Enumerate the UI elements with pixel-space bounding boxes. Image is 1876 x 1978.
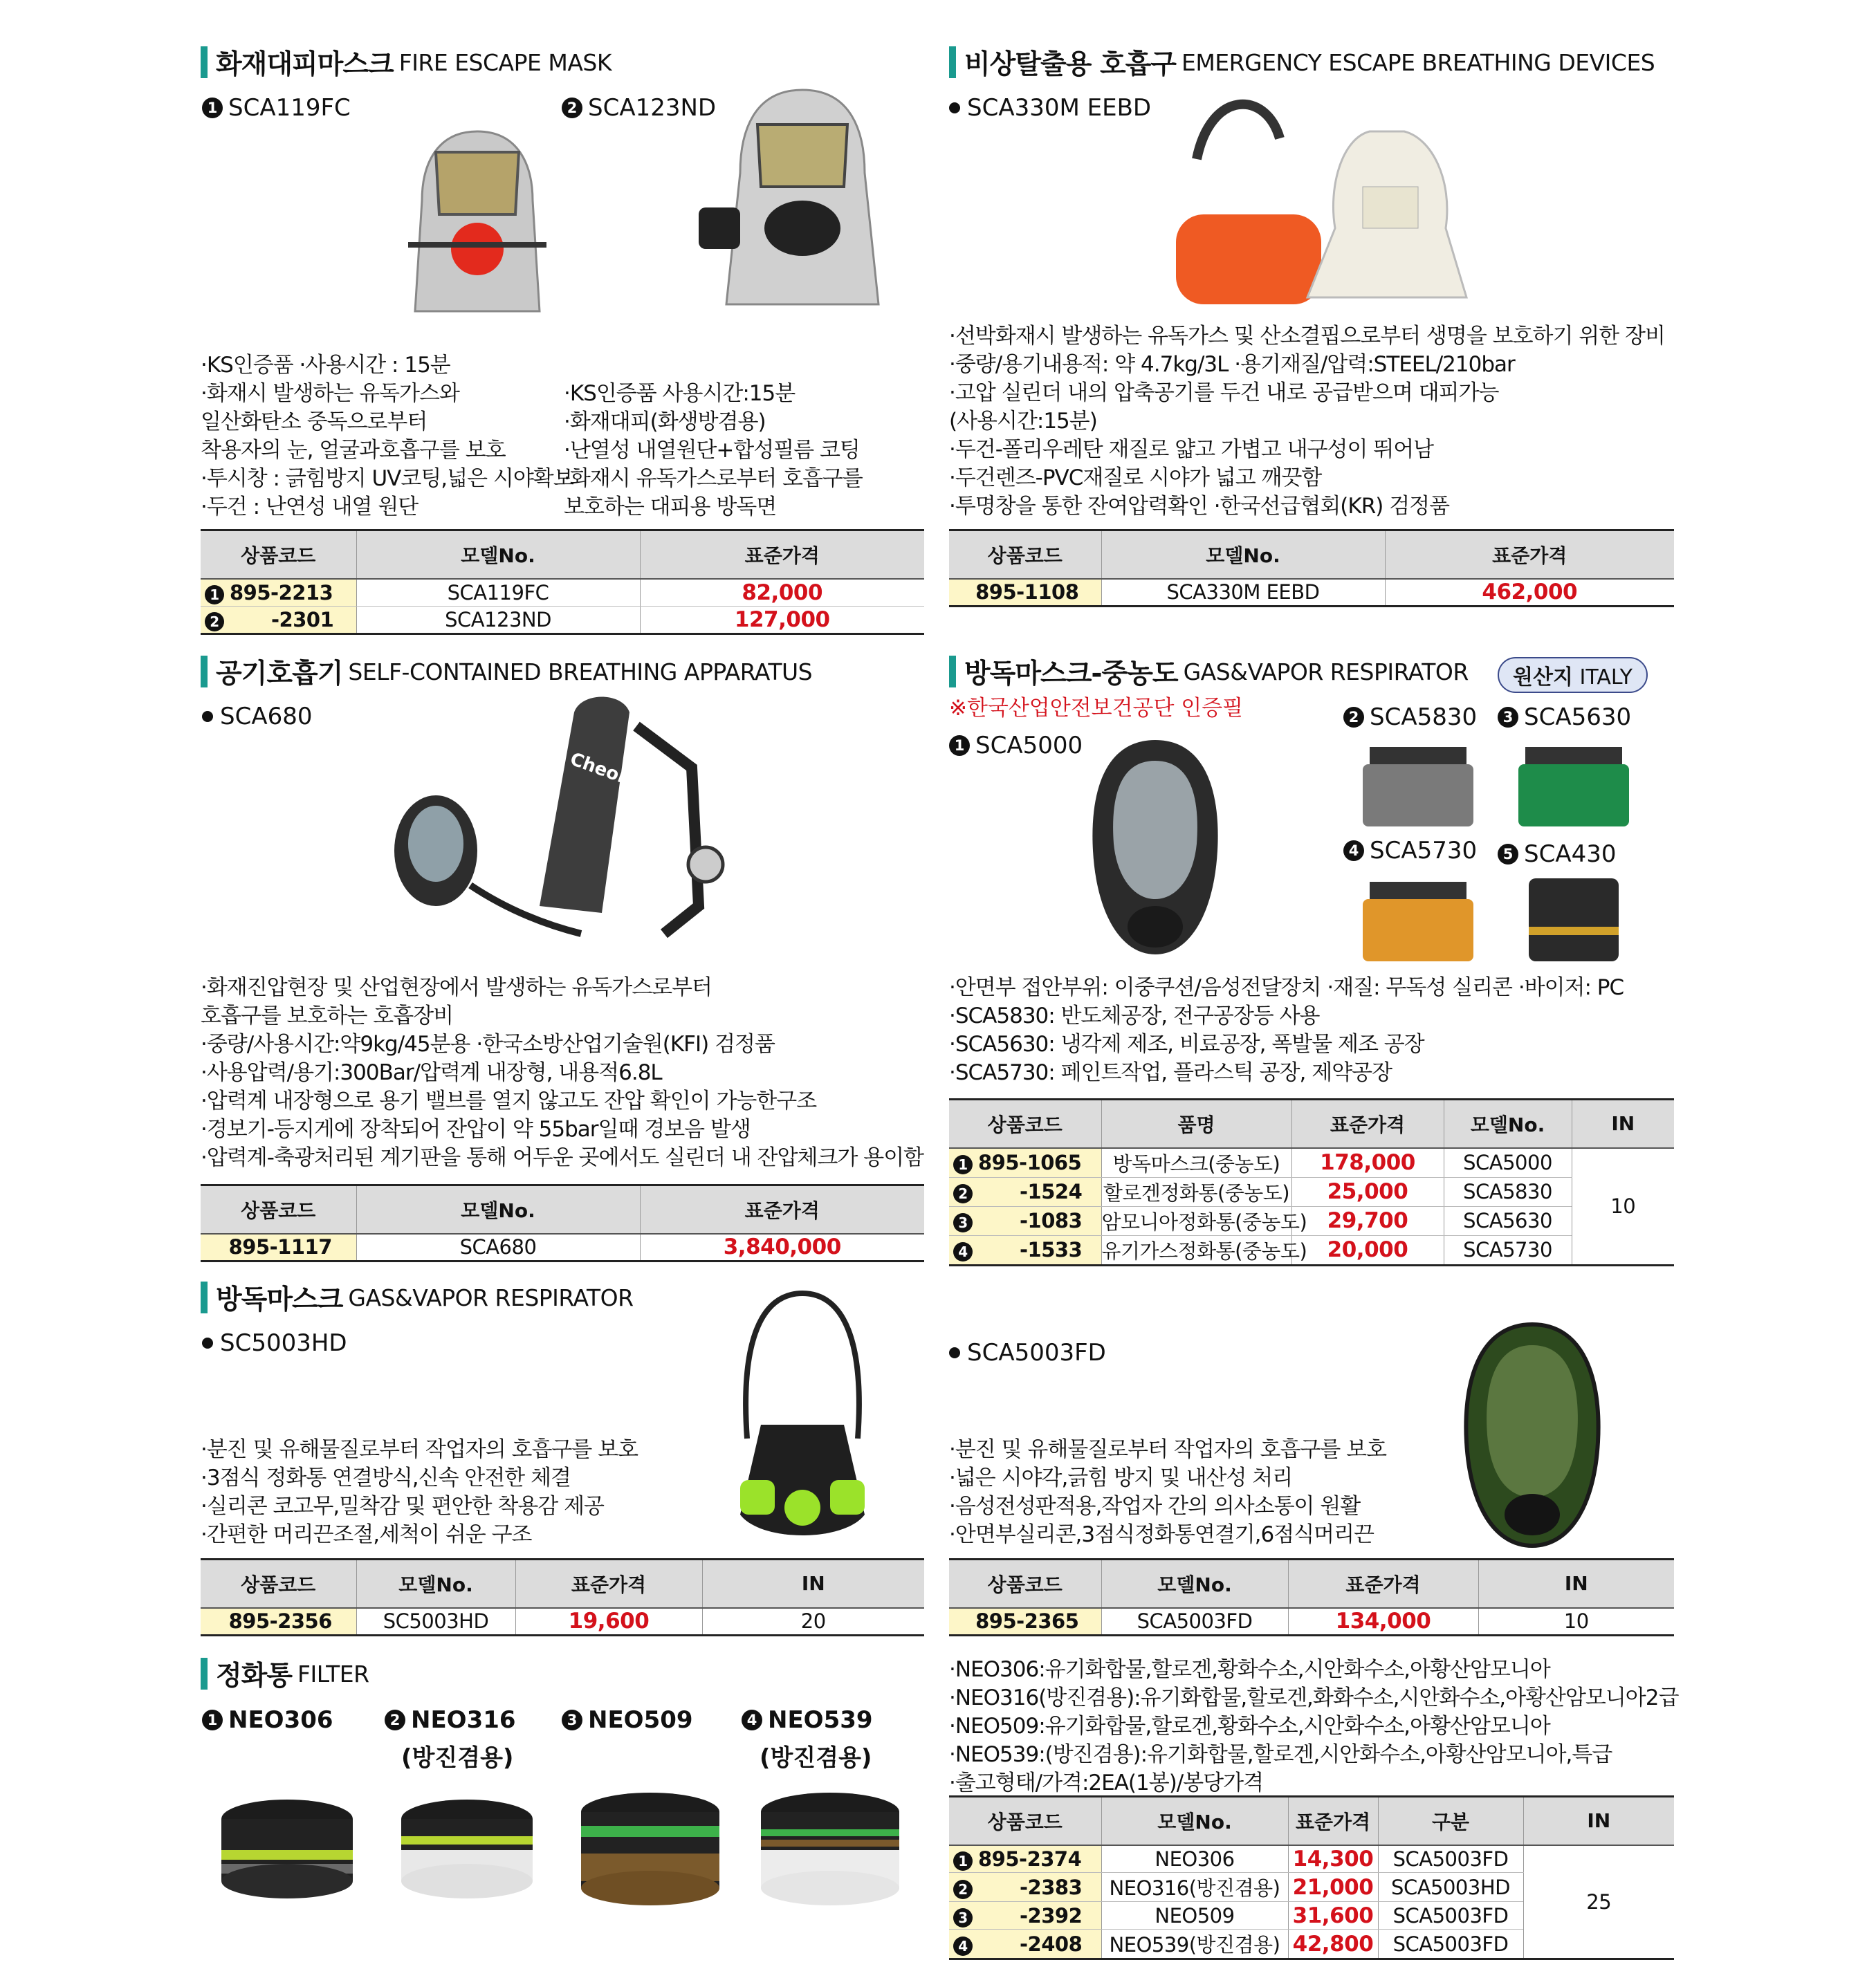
text-label: 462,000 xyxy=(1385,579,1674,607)
text-label: ·사용압력/용기:300Bar/압력계 내장형, 내용적6.8L xyxy=(201,1060,662,1085)
text-label: NEO316 xyxy=(411,1706,516,1734)
accent-bar xyxy=(949,656,956,687)
text-label: 상품코드 xyxy=(949,1560,1101,1608)
text-label: 10 xyxy=(1478,1608,1674,1636)
filter-cartridge-image xyxy=(1356,740,1480,830)
text-label: (사용시간:15분) xyxy=(949,409,1097,434)
text-label: 상품코드 xyxy=(949,530,1101,579)
text-label: NEO509 xyxy=(588,1706,693,1734)
text-label: 21,000 xyxy=(1288,1873,1378,1902)
model-label xyxy=(949,732,1083,759)
price-table-filter xyxy=(949,1795,1674,1960)
full-mask-desc xyxy=(949,1436,1386,1549)
price-table-scba xyxy=(201,1184,924,1262)
text-label: ITALY xyxy=(1579,665,1633,690)
text-label: 895-2213 xyxy=(230,580,333,604)
text-label: ·두건-폴리우레탄 재질로 얇고 가볍고 내구성이 뛰어남 xyxy=(949,437,1434,462)
model-label xyxy=(1498,840,1616,868)
text-label: 모델No. xyxy=(1101,530,1385,579)
text-label: 상품코드 xyxy=(949,1100,1101,1148)
fire-mask-desc-right xyxy=(564,380,863,521)
text-label: SCA5003FD xyxy=(1378,1845,1523,1873)
eebd-desc xyxy=(949,322,1665,521)
text-label: 구분 xyxy=(1378,1797,1523,1845)
text-label: ·난열성 내열원단+합성필름 코팅 xyxy=(564,438,860,463)
text-label: EMERGENCY ESCAPE BREATHING DEVICES xyxy=(1181,48,1655,76)
text-label: 일산화탄소 중독으로부터 xyxy=(201,409,427,434)
text-label: 상품코드 xyxy=(201,1185,356,1234)
text-label: 원산지 xyxy=(1513,665,1573,690)
text-label: SCA330M EEBD xyxy=(967,94,1152,122)
text-label: 표준가격 xyxy=(1291,1100,1444,1148)
text-label: 14,300 xyxy=(1288,1845,1378,1873)
text-label: 4 xyxy=(1343,840,1364,861)
table-row xyxy=(949,1235,1674,1265)
model-label xyxy=(1343,837,1477,865)
text-label: 상품코드 xyxy=(201,1560,356,1608)
text-label: ·NEO539:(방진겸용):유기화합물,할로겐,시안화수소,아황산암모니아,특급 xyxy=(949,1742,1612,1767)
text-label: ·중량/용기내용적: 약 4.7kg/3L ·용기재질/압력:STEEL/210bar xyxy=(949,352,1515,377)
text-label: SCA5830 xyxy=(1370,703,1478,731)
text-label: SCA430 xyxy=(1524,840,1617,868)
text-label: 1 xyxy=(949,735,970,756)
text-label: 895-1108 xyxy=(949,579,1101,607)
fire-mask-desc-left xyxy=(201,351,573,521)
text-label: 상품코드 xyxy=(949,1797,1101,1845)
table-row xyxy=(949,1177,1674,1206)
text-label: SELF-CONTAINED BREATHING APPARATUS xyxy=(348,658,813,685)
text-label: ·투명창을 통한 잔여압력확인 ·한국선급협회(KR) 검정품 xyxy=(949,494,1450,519)
table-row xyxy=(949,579,1674,607)
text-label: SCA123ND xyxy=(356,607,640,634)
table-row xyxy=(201,1608,924,1636)
text-label: 4 xyxy=(742,1710,762,1730)
text-label: 3,840,000 xyxy=(640,1234,924,1261)
text-label: 29,700 xyxy=(1291,1206,1444,1235)
text-label: 모델No. xyxy=(356,530,640,579)
text-label: ·NEO306:유기화합물,할로겐,황화수소,시안화수소,아황산암모니아 xyxy=(949,1657,1550,1682)
accent-bar xyxy=(201,46,208,78)
text-label: -1524 xyxy=(1020,1180,1083,1203)
text-label: ·고압 실린더 내의 압축공기를 두건 내로 공급받으며 대피가능 xyxy=(949,380,1499,405)
text-label: 5 xyxy=(1498,844,1518,865)
text-label: SC5003HD xyxy=(220,1329,347,1357)
text-label: 모델No. xyxy=(356,1185,640,1234)
text-label: ·SCA5830: 반도체공장, 전구공장등 사용 xyxy=(949,1004,1320,1028)
text-label: -2383 xyxy=(1020,1875,1083,1899)
text-label: 암모니아정화통(중농도) xyxy=(1101,1206,1291,1235)
full-mask-green-image xyxy=(1453,1318,1612,1553)
table-row xyxy=(949,1206,1674,1235)
section-header-eebd xyxy=(949,44,1655,80)
text-label: SCA119FC xyxy=(228,94,351,122)
text-label: ·선박화재시 발생하는 유독가스 및 산소결핍으로부터 생명을 보호하기 위한 장비 xyxy=(949,324,1665,349)
model-sub-label: (방진겸용) xyxy=(760,1744,872,1772)
text-label: IN xyxy=(1572,1100,1674,1148)
text-label: 정화통 xyxy=(216,1661,293,1692)
text-label: 상품코드 xyxy=(201,530,356,579)
half-mask-image xyxy=(719,1286,885,1549)
text-label: ·실리콘 코고무,밀착감 및 편안한 착용감 제공 xyxy=(201,1494,605,1519)
table-row xyxy=(201,607,924,634)
accent-bar xyxy=(201,1658,208,1690)
filter-desc xyxy=(949,1656,1678,1797)
text-label: 25 xyxy=(1523,1845,1674,1959)
text-label: 127,000 xyxy=(640,607,924,634)
text-label: -2408 xyxy=(1020,1932,1083,1956)
text-label: 31,600 xyxy=(1288,1902,1378,1930)
model-label xyxy=(742,1706,873,1734)
text-label: 표준가격 xyxy=(1288,1797,1378,1845)
text-label: 방독마스크(중농도) xyxy=(1101,1148,1291,1178)
fire-mask-hood-image xyxy=(699,83,899,318)
filter-neo316-image xyxy=(398,1798,536,1902)
price-table-eebd xyxy=(949,529,1674,607)
text-label: GAS&VAPOR RESPIRATOR xyxy=(348,1284,634,1311)
text-label: ·중량/사용시간:약9kg/45분용 ·한국소방산업기술원(KFI) 검정품 xyxy=(201,1032,775,1057)
text-label: GAS&VAPOR RESPIRATOR xyxy=(1183,658,1469,685)
filter-neo306-image xyxy=(218,1798,356,1902)
text-label: ·두건렌즈-PVC재질로 시야가 넓고 깨끗함 xyxy=(949,465,1322,490)
section-header-fire-mask xyxy=(201,44,611,80)
section-header-gas-mask xyxy=(201,1279,634,1315)
text-label: 4 xyxy=(953,1242,973,1261)
text-label: 10 xyxy=(1572,1148,1674,1266)
accent-bar xyxy=(201,656,208,687)
text-label: 1 xyxy=(202,1710,223,1730)
text-label: ·NEO509:유기화합물,할로겐,황화수소,시안화수소,아황산암모니아 xyxy=(949,1714,1550,1739)
text-label: ·투시창 : 긁힘방지 UV코팅,넓은 시야확보 xyxy=(201,466,573,491)
text-label: 표준가격 xyxy=(640,1185,924,1234)
text-label: 134,000 xyxy=(1288,1608,1478,1636)
table-row xyxy=(949,1608,1674,1636)
text-label: ·간편한 머리끈조절,세척이 쉬운 구조 xyxy=(201,1522,532,1547)
text-label: ·안면부실리콘,3점식정화통연결기,6점식머리끈 xyxy=(949,1522,1374,1547)
text-label: ·KS인증품 사용시간:15분 xyxy=(564,381,796,406)
text-label: SCA119FC xyxy=(356,579,640,607)
model-label xyxy=(949,94,1151,122)
table-row xyxy=(949,1845,1674,1873)
text-label: ·NEO316(방진겸용):유기화합물,할로겐,화화수소,시안화수소,아황산암모니아2급 xyxy=(949,1685,1679,1710)
model-label xyxy=(385,1706,516,1734)
text-label: SCA5003FD xyxy=(967,1339,1106,1367)
text-label: NEO539(방진겸용) xyxy=(1101,1930,1288,1959)
section-title-ko: 화재대피마스크 xyxy=(216,49,394,80)
text-label: 호흡구를 보호하는 호흡장비 xyxy=(201,1004,454,1028)
text-label: 3 xyxy=(953,1213,973,1232)
text-label: SCA5003FD xyxy=(1101,1608,1288,1636)
text-label: IN xyxy=(1523,1797,1674,1845)
text-label: ·안면부 접안부위: 이중쿠션/음성전달장치 ·재질: 무독성 실리콘 ·바이저: PC xyxy=(949,975,1624,1000)
text-label: ·화재시 유독가스로부터 호흡구를 xyxy=(564,466,863,491)
text-label: SCA5000 xyxy=(975,732,1083,759)
text-label: 품명 xyxy=(1101,1100,1291,1148)
model-label xyxy=(202,1329,347,1357)
text-label: SCA5830 xyxy=(1444,1177,1572,1206)
model-label xyxy=(1343,703,1477,731)
accent-bar xyxy=(949,46,956,78)
text-label: IN xyxy=(1478,1560,1674,1608)
text-label: 1 xyxy=(953,1155,973,1174)
model-label xyxy=(562,94,716,122)
text-label: ·SCA5630: 냉각제 제조, 비료공장, 폭발물 제조 공장 xyxy=(949,1032,1424,1057)
model-label xyxy=(202,1706,333,1734)
text-label: 할로겐정화통(중농도) xyxy=(1101,1177,1291,1206)
text-label: 895-1117 xyxy=(201,1234,356,1261)
price-table-gas-mask xyxy=(201,1558,924,1636)
text-label: 2 xyxy=(562,98,582,118)
section-header-filter xyxy=(201,1656,369,1692)
text-label: -1533 xyxy=(1020,1238,1083,1261)
text-label: SCA5000 xyxy=(1444,1148,1572,1178)
text-label: 20 xyxy=(702,1608,924,1636)
filter-neo539-image xyxy=(757,1791,903,1909)
accent-bar xyxy=(201,1282,208,1313)
model-label xyxy=(202,703,312,730)
text-label: SCA5630 xyxy=(1524,703,1632,731)
table-row xyxy=(201,1234,924,1261)
section-header-gas-mask-mid xyxy=(949,654,1469,690)
text-label: SCA5730 xyxy=(1444,1235,1572,1265)
full-face-mask-image xyxy=(1079,733,1231,961)
text-label: 3 xyxy=(953,1908,973,1928)
model-sub-label: (방진겸용) xyxy=(401,1744,514,1772)
text-label: NEO316(방진겸용) xyxy=(1101,1873,1288,1902)
bullet-icon xyxy=(202,1338,213,1349)
filter-cartridge-image xyxy=(1356,875,1480,965)
text-label: SCA5003FD xyxy=(1378,1930,1523,1959)
eebd-bag-image xyxy=(1169,76,1480,311)
text-label: 895-2374 xyxy=(978,1847,1082,1871)
text-label: 42,800 xyxy=(1288,1930,1378,1959)
text-label: IN xyxy=(702,1560,924,1608)
text-label: 82,000 xyxy=(640,579,924,607)
text-label: SCA5630 xyxy=(1444,1206,1572,1235)
text-label: SC5003HD xyxy=(356,1608,515,1636)
text-label: 4 xyxy=(953,1937,973,1956)
text-label: SCA5730 xyxy=(1370,837,1478,865)
text-label: 2 xyxy=(1343,707,1364,728)
text-label: 표준가격 xyxy=(640,530,924,579)
text-label: 20,000 xyxy=(1291,1235,1444,1265)
text-label: 2 xyxy=(205,612,224,631)
text-label: 895-2365 xyxy=(949,1608,1101,1636)
text-label: SCA680 xyxy=(356,1234,640,1261)
text-label: 표준가격 xyxy=(1288,1560,1478,1608)
text-label: ·출고형태/가격:2EA(1봉)/봉당가격 xyxy=(949,1771,1264,1795)
text-label: ·압력계 내장형으로 용기 밸브를 열지 않고도 잔압 확인이 가능한구조 xyxy=(201,1089,817,1113)
origin-badge xyxy=(1498,657,1648,693)
text-label: SCA5003FD xyxy=(1378,1902,1523,1930)
text-label: 3 xyxy=(562,1710,582,1730)
text-label: ·화재시 발생하는 유독가스와 xyxy=(201,381,459,406)
text-label: SCA123ND xyxy=(588,94,717,122)
filter-neo509-image xyxy=(578,1791,723,1909)
bullet-icon xyxy=(949,102,960,113)
text-label: FILTER xyxy=(297,1660,369,1688)
model-label xyxy=(562,1706,693,1734)
text-label: ·3점식 정화통 연결방식,신속 안전한 체결 xyxy=(201,1466,571,1490)
text-label: 1 xyxy=(205,585,224,604)
text-label: ·분진 및 유해물질로부터 작업자의 호흡구를 보호 xyxy=(201,1437,638,1462)
text-label: 모델No. xyxy=(1444,1100,1572,1148)
bullet-icon xyxy=(202,711,213,722)
text-label: SCA330M EEBD xyxy=(1101,579,1385,607)
fire-mask-hood-image xyxy=(394,124,560,325)
scba-desc xyxy=(201,974,923,1172)
text-label: 모델No. xyxy=(356,1560,515,1608)
text-label: 178,000 xyxy=(1291,1148,1444,1178)
text-label: -2301 xyxy=(271,608,334,631)
filter-cartridge-image xyxy=(1511,740,1636,830)
price-table-full-mask xyxy=(949,1558,1674,1636)
text-label: 1 xyxy=(953,1851,973,1871)
text-label: SCA5003HD xyxy=(1378,1873,1523,1902)
text-label: ·SCA5730: 페인트작업, 플라스틱 공장, 제약공장 xyxy=(949,1060,1392,1085)
bullet-icon xyxy=(949,1347,960,1358)
text-label: 공기호흡기 xyxy=(216,658,343,690)
text-label: 3 xyxy=(1498,707,1518,728)
text-label: 표준가격 xyxy=(1385,530,1674,579)
scba-apparatus-image xyxy=(374,685,761,961)
model-label xyxy=(1498,703,1631,731)
text-label: ·경보기-등지게에 장착되어 잔압이 약 55bar일때 경보음 발생 xyxy=(201,1117,751,1142)
text-label: 방독마스크-중농도 xyxy=(964,658,1178,690)
text-label: ·화재대피(화생방겸용) xyxy=(564,409,766,434)
text-label: 2 xyxy=(953,1880,973,1899)
text-label: 2 xyxy=(953,1184,973,1203)
text-label: 방독마스크 xyxy=(216,1284,343,1315)
text-label: 1 xyxy=(202,98,223,118)
text-label: 25,000 xyxy=(1291,1177,1444,1206)
text-label: 유기가스정화통(중농도) xyxy=(1101,1235,1291,1265)
text-label: ·압력계-축광처리된 계기판을 통해 어두운 곳에서도 실린더 내 잔압체크가 용이함 xyxy=(201,1145,924,1170)
certification-note: ※한국산업안전보건공단 인증필 xyxy=(949,696,1244,721)
text-label: NEO539 xyxy=(768,1706,873,1734)
text-label: 모델No. xyxy=(1101,1560,1288,1608)
filter-cartridge-image xyxy=(1522,871,1626,968)
model-label xyxy=(202,94,351,122)
table-row xyxy=(201,579,924,607)
section-title-en: FIRE ESCAPE MASK xyxy=(398,48,611,76)
model-label xyxy=(949,1339,1106,1367)
text-label: NEO509 xyxy=(1101,1902,1288,1930)
text-label: SCA680 xyxy=(220,703,313,730)
price-table-fire-mask xyxy=(201,529,924,635)
text-label: 2 xyxy=(385,1710,405,1730)
text-label: Cheong xyxy=(567,748,646,795)
table-row xyxy=(949,1148,1674,1178)
text-label: NEO306 xyxy=(1101,1845,1288,1873)
text-label: ·화재진압현장 및 산업현장에서 발생하는 유독가스로부터 xyxy=(201,975,712,1000)
text-label: ·KS인증품 ·사용시간 : 15분 xyxy=(201,353,450,378)
price-table-gas-mask-mid xyxy=(949,1098,1674,1266)
text-label: ·분진 및 유해물질로부터 작업자의 호흡구를 보호 xyxy=(949,1437,1387,1462)
text-label: -1083 xyxy=(1020,1209,1083,1232)
text-label: 보호하는 대피용 방독면 xyxy=(564,494,777,519)
text-label: 비상탈출용 호흡구 xyxy=(964,49,1176,80)
text-label: 착용자의 눈, 얼굴과호흡구를 보호 xyxy=(201,438,506,463)
text-label: 895-2356 xyxy=(201,1608,356,1636)
text-label: 모델No. xyxy=(1101,1797,1288,1845)
text-label: 895-1065 xyxy=(978,1151,1082,1174)
text-label: ·넓은 시야각,긁힘 방지 및 내산성 처리 xyxy=(949,1466,1293,1490)
text-label: 19,600 xyxy=(515,1608,702,1636)
text-label: 표준가격 xyxy=(515,1560,702,1608)
text-label: -2392 xyxy=(1020,1903,1083,1928)
gas-mask-mid-desc xyxy=(949,974,1624,1087)
text-label: NEO306 xyxy=(228,1706,333,1734)
text-label: ·음성전성판적용,작업자 간의 의사소통이 원활 xyxy=(949,1494,1361,1519)
gas-mask-desc xyxy=(201,1436,638,1549)
text-label: ·두건 : 난연성 내열 원단 xyxy=(201,494,419,519)
